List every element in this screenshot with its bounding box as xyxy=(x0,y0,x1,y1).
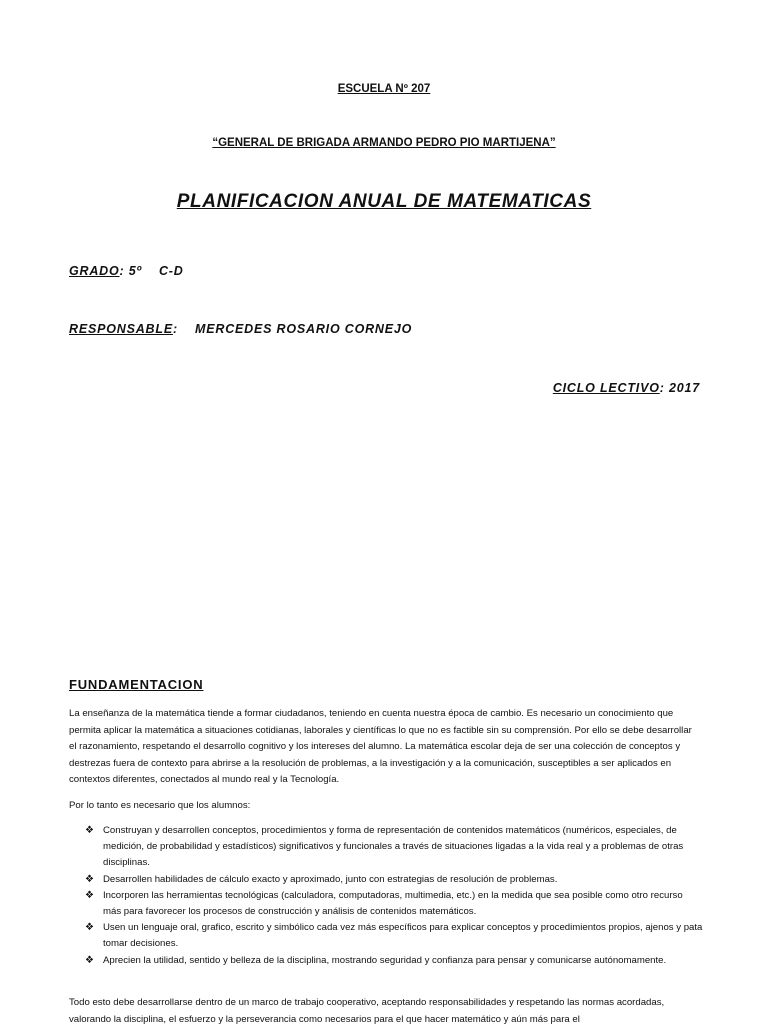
grado-label: GRADO xyxy=(69,264,120,278)
diamond-bullet-icon: ❖ xyxy=(85,922,94,934)
ciclo-line xyxy=(0,381,700,395)
grado-value: : 5º C-D xyxy=(119,264,184,278)
grado-line xyxy=(69,264,184,278)
list-item xyxy=(85,888,703,920)
bullet-list xyxy=(85,823,703,969)
list-item-text: Aprecien la utilidad, sentido y belleza de la disciplina, mostrando seguridad y confianza para pensar y comunicarse autónomamente. xyxy=(103,954,667,966)
list-item-text: Desarrollen habilidades de cálculo exacto y aproximado, junto con estrategias de resolución de problemas. xyxy=(103,873,558,885)
list-item-text: Usen un lenguaje oral, grafico, escrito y simbólico cada vez más específicos para explicar conceptos y procedimientos propios, ajenos y pata tomar decisiones. xyxy=(103,922,703,950)
diamond-bullet-icon: ❖ xyxy=(85,873,94,885)
list-item xyxy=(85,872,703,888)
diamond-bullet-icon: ❖ xyxy=(85,954,94,966)
ciclo-label: CICLO LECTIVO xyxy=(552,381,660,395)
paragraph: Todo esto debe desarrollarse dentro de un marco de trabajo cooperativo, aceptando responsabilidades y respetando las normas acordadas, valorando la disciplina, el esfuerzo y la perseverancia como necesarios para el que hacer matemático y aún más para el xyxy=(69,997,665,1025)
school-number: ESCUELA Nº 207 xyxy=(337,83,431,95)
section-heading: FUNDAMENTACION xyxy=(69,677,204,692)
list-item-text: Incorporen las herramientas tecnológicas (calculadora, computadoras, multimedia, etc.) en la medida que sea posible como otro recurso más para favorecer los procesos de construcción y análisis de contenidos matemáticos. xyxy=(103,889,683,918)
responsable-label: RESPONSABLE xyxy=(69,322,173,336)
diamond-bullet-icon: ❖ xyxy=(85,889,94,901)
diamond-bullet-icon: ❖ xyxy=(85,825,94,836)
paragraph: La enseñanza de la matemática tiende a formar ciudadanos, teniendo en cuenta nuestra época de cambio. Es necesario un conocimiento que permita aplicar la matemática a situaciones cotidianas, laborales y científicas lo que no es factible sin su comprensión. Por ello se debe desarrollar el razonamiento, respetando el desarrollo cognitivo y los intereses del alumno. La matemática escolar deja de ser una colección de conceptos y destrezas fuera de contexto para abrirse a la resolución de problemas, a la investigación y a la comunicación, susceptibles a ser aplicados en contextos diferentes, conectados al mundo real y la Tecnología. xyxy=(69,708,692,785)
paragraph: Por lo tanto es necesario que los alumnos: xyxy=(69,800,251,811)
ciclo-value: : 2017 xyxy=(659,381,700,395)
school-name: “GENERAL DE BRIGADA ARMANDO PEDRO PIO MARTIJENA” xyxy=(212,137,556,149)
list-item xyxy=(85,920,703,952)
responsable-value: : MERCEDES ROSARIO CORNEJO xyxy=(172,322,413,336)
list-item xyxy=(85,953,703,969)
document-title: PLANIFICACION ANUAL DE MATEMATICAS xyxy=(176,191,592,212)
list-item-text: Construyan y desarrollen conceptos, procedimientos y forma de representación de contenidos matemáticos (numéricos, especiales, de medición, de probabilidad y estadísticos) significativos y funcionales a través de situaciones ligadas a la vida real y a problemas de otras disciplinas. xyxy=(103,825,684,869)
responsable-line xyxy=(69,322,412,336)
list-item xyxy=(85,823,703,872)
